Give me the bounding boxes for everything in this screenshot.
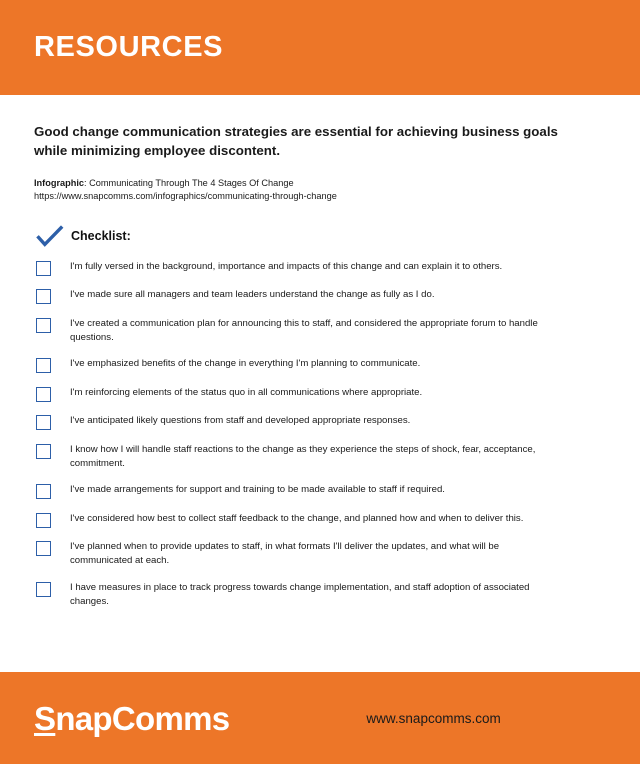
checkbox-icon[interactable] bbox=[36, 261, 51, 276]
logo-first-letter: S bbox=[34, 699, 56, 737]
source-title: Communicating Through The 4 Stages Of Change bbox=[89, 177, 294, 188]
checkbox-cell bbox=[34, 443, 70, 459]
checklist-item[interactable] bbox=[34, 357, 606, 373]
checkbox-cell bbox=[34, 414, 70, 430]
page-footer-band bbox=[0, 672, 640, 764]
checkbox-icon[interactable] bbox=[36, 415, 51, 430]
source-title-line bbox=[34, 177, 606, 190]
checklist-item[interactable] bbox=[34, 581, 606, 609]
checklist-item-label: I've considered how best to collect staff feedback to the change, and planned how and when to deliver this. bbox=[70, 512, 524, 524]
checklist-item[interactable] bbox=[34, 512, 606, 528]
checklist-item-label: I'm fully versed in the background, importance and impacts of this change and can explain it to others. bbox=[70, 260, 503, 272]
checkbox-icon[interactable] bbox=[36, 289, 51, 304]
page-header-band bbox=[0, 0, 640, 95]
checkbox-icon[interactable] bbox=[36, 582, 51, 597]
checkbox-cell bbox=[34, 317, 70, 333]
checklist bbox=[34, 260, 606, 609]
checklist-item[interactable] bbox=[34, 414, 606, 430]
checklist-item-label: I've emphasized benefits of the change in everything I'm planning to communicate. bbox=[70, 358, 421, 370]
page-title: RESOURCES bbox=[34, 31, 224, 63]
source-attribution bbox=[34, 177, 606, 203]
checklist-item[interactable] bbox=[34, 443, 606, 471]
lede-paragraph: Good change communication strategies are essential for achieving business goals while minimizing employee discontent. bbox=[34, 124, 558, 158]
checklist-item-label: I know how I will handle staff reactions to the change as they experience the steps of shock, fear, acceptance, commitment. bbox=[70, 443, 536, 469]
checkbox-icon[interactable] bbox=[36, 358, 51, 373]
main-content bbox=[0, 95, 640, 609]
checklist-item-label: I've anticipated likely questions from staff and developed appropriate responses. bbox=[70, 415, 411, 427]
checklist-item[interactable] bbox=[34, 386, 606, 402]
checklist-item[interactable] bbox=[34, 260, 606, 276]
checklist-item[interactable] bbox=[34, 483, 606, 499]
checkbox-cell bbox=[34, 512, 70, 528]
checkbox-icon[interactable] bbox=[36, 541, 51, 556]
checklist-heading bbox=[34, 224, 606, 248]
checklist-item[interactable] bbox=[34, 317, 606, 345]
checkbox-icon[interactable] bbox=[36, 318, 51, 333]
checklist-item-label: I've created a communication plan for announcing this to staff, and considered the appropriate forum to handle questions. bbox=[70, 317, 538, 343]
checklist-item-label: I've made arrangements for support and training to be made available to staff if required. bbox=[70, 484, 445, 496]
source-label: Infographic bbox=[34, 177, 85, 188]
checklist-item-label: I have measures in place to track progress towards change implementation, and staff adoption of associated changes. bbox=[70, 581, 530, 607]
source-url[interactable]: https://www.snapcomms.com/infographics/communicating-through-change bbox=[34, 190, 337, 201]
snapcomms-logo bbox=[34, 699, 230, 737]
checklist-label: Checklist: bbox=[71, 228, 131, 243]
checkbox-cell bbox=[34, 288, 70, 304]
checklist-item-label: I've planned when to provide updates to staff, in what formats I'll deliver the updates, and what will be communicated at each. bbox=[70, 541, 500, 567]
checkbox-cell bbox=[34, 260, 70, 276]
checkbox-icon[interactable] bbox=[36, 387, 51, 402]
checkbox-icon[interactable] bbox=[36, 484, 51, 499]
checklist-item[interactable] bbox=[34, 540, 606, 568]
checkbox-icon[interactable] bbox=[36, 444, 51, 459]
checkbox-icon[interactable] bbox=[36, 513, 51, 528]
checklist-item-label: I've made sure all managers and team leaders understand the change as fully as I do. bbox=[70, 289, 435, 301]
checkbox-cell bbox=[34, 483, 70, 499]
checklist-item[interactable] bbox=[34, 288, 606, 304]
logo-rest: napComms bbox=[55, 699, 230, 737]
checkbox-cell bbox=[34, 540, 70, 556]
footer-website-url[interactable]: www.snapcomms.com bbox=[366, 710, 501, 726]
checkbox-cell bbox=[34, 581, 70, 597]
checklist-item-label: I'm reinforcing elements of the status quo in all communications where appropriate. bbox=[70, 386, 423, 398]
source-separator: : bbox=[84, 177, 90, 188]
check-mark-icon bbox=[34, 225, 68, 247]
checkbox-cell bbox=[34, 357, 70, 373]
checkbox-cell bbox=[34, 386, 70, 402]
